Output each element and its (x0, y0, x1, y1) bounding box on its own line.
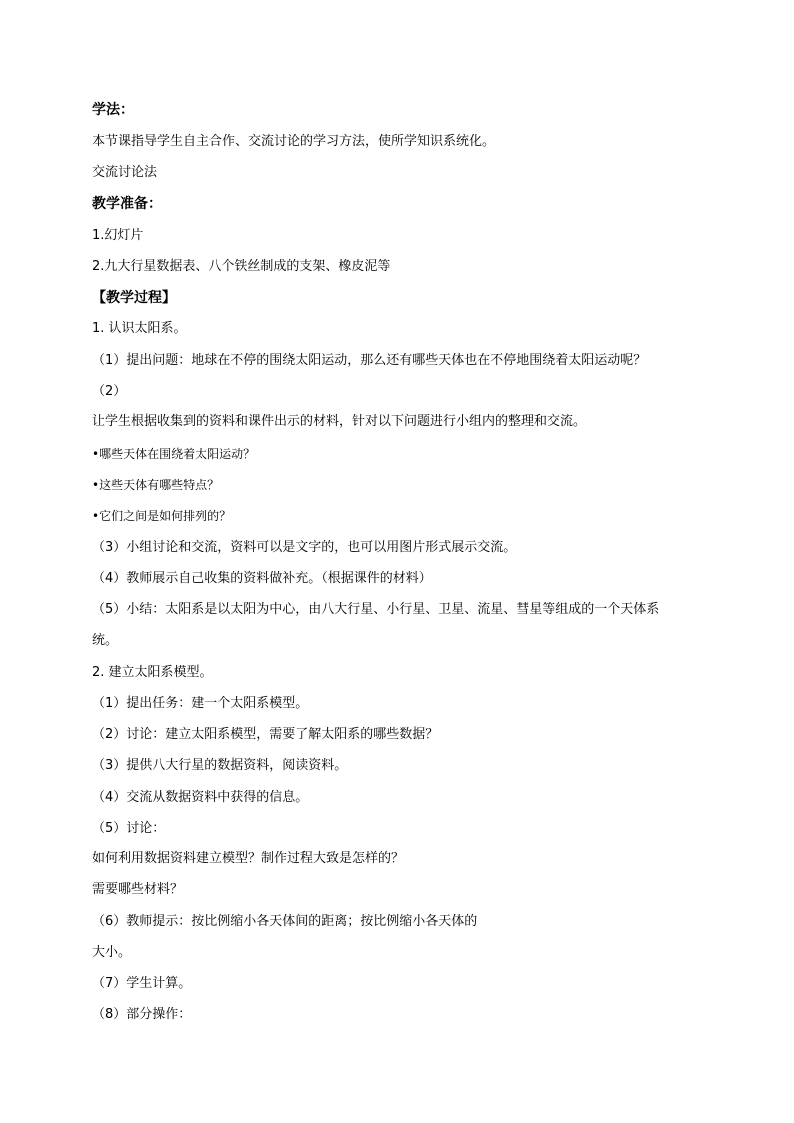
text-prep-item-2: 2.九大行星数据表、八个铁丝制成的支架、橡皮泥等 (92, 259, 391, 274)
heading-preparation: 教学准备： (92, 196, 162, 212)
text-step-2-7: （7）学生计算。 (92, 976, 192, 991)
text-step-2-3: （3）提供八大行星的数据资料，阅读资料。 (92, 758, 348, 773)
text-step-2-6-cont: 大小。 (92, 945, 132, 960)
text-section-2-title: 2. 建立太阳系模型。 (92, 665, 213, 680)
text-step-1-4: （4）教师展示自己收集的资料做补充。（根据课件的材料） (92, 571, 432, 586)
bullet-question-2: •这些天体有哪些特点？ (92, 478, 220, 492)
text-step-1-5-cont: 统。 (92, 633, 119, 648)
heading-study-method: 学法： (92, 102, 134, 118)
text-step-1-2-body: 让学生根据收集到的资料和课件出示的材料，针对以下问题进行小组内的整理和交流。 (92, 414, 587, 429)
text-study-method: 本节课指导学生自主合作、交流讨论的学习方法，使所学知识系统化。 (92, 134, 496, 149)
text-step-2-5-q2: 需要哪些材料？ (92, 882, 184, 897)
text-step-2-6: （6）教师提示：按比例缩小各天体间的距离；按比例缩小各天体的 (92, 914, 478, 929)
bullet-question-1: •哪些天体在围绕着太阳运动？ (92, 447, 256, 461)
text-step-2-2: （2）讨论：建立太阳系模型，需要了解太阳系的哪些数据？ (92, 727, 439, 742)
text-section-1-title: 1. 认识太阳系。 (92, 321, 187, 336)
text-step-2-5-q1: 如何利用数据资料建立模型？制作过程大致是怎样的？ (92, 851, 405, 866)
text-step-1-3: （3）小组讨论和交流，资料可以是文字的，也可以用图片形式展示交流。 (92, 540, 517, 555)
text-prep-item-1: 1.幻灯片 (92, 228, 144, 243)
text-step-1-1: （1）提出问题：地球在不停的围绕太阳运动，那么还有哪些天体也在不停地围绕着太阳运动呢？ (92, 353, 647, 368)
text-step-2-1: （1）提出任务：建一个太阳系模型。 (92, 696, 309, 711)
text-step-1-2: （2） (92, 384, 127, 399)
bullet-question-3: •它们之间是如何排列的？ (92, 509, 232, 523)
text-step-2-5: （5）讨论： (92, 821, 166, 836)
heading-teaching-process: 【教学过程】 (92, 290, 176, 306)
text-discussion-method: 交流讨论法 (92, 165, 158, 180)
text-step-2-8: （8）部分操作： (92, 1007, 192, 1022)
text-step-1-5: （5）小结：太阳系是以太阳为中心，由八大行星、小行星、卫星、流星、彗星等组成的一个天体系 (92, 602, 660, 617)
text-step-2-4: （4）交流从数据资料中获得的信息。 (92, 790, 309, 805)
